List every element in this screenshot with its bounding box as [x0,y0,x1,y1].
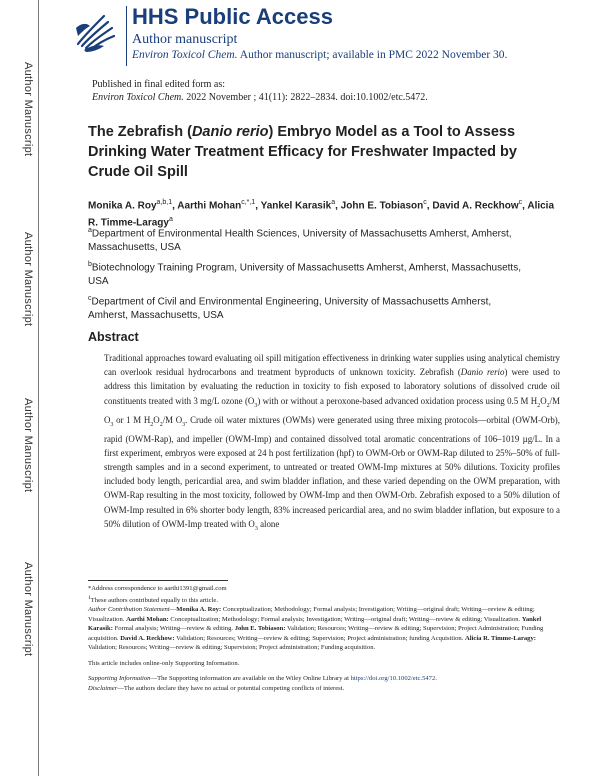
contributor-name: Yankel Karasik: [88,615,542,633]
contribution-roles: Formal analysis; Writing—review & editing. [112,625,235,633]
contribution-roles: Validation; Resources; Writing—review & editing; Supervision; Project Administration; Funding acquisition. [88,625,544,642]
title-part: The Zebrafish ( [88,124,192,140]
abstract-species: Danio rerio [460,367,505,378]
contribution-roles: Validation; Resources; Writing—review & editing; Supervision; Project administration; funding Acquisition. [174,634,465,642]
subscript: 3 [254,525,258,532]
supporting-text: . [435,675,437,683]
abstract-text: /M O [104,395,560,425]
author-affil-mark: c,*,1 [241,199,256,206]
subscript: 3 [254,402,258,409]
title-part: ) Embryo Model as a Tool to Assess Drinking Water Treatment Efficacy for Freshwater Impacted by Crude Oil Spill [88,124,517,180]
hhs-header [66,4,586,70]
footnote-mark: 1 [88,594,91,601]
article-title [88,122,548,182]
supporting-online-note: This article includes online-only Supporting Information. [88,659,240,667]
availability-text: Author manuscript; available in PMC 2022 November 30. [237,49,508,61]
abstract-text: alone [257,518,280,529]
author-sep: , [522,200,528,212]
author-affil-mark: a [331,199,336,206]
contributor-name: John E. Tobiason: [234,625,286,633]
abstract-body [104,351,560,536]
hhs-title: HHS Public Access [132,4,333,29]
contribution-roles: Conceptualization; Methodology; Formal analysis; Investigation; Writing—original draft; Writing—review & editing; Visualization. [88,606,535,623]
sidebar-label: Author Manuscript [22,562,34,657]
footnotes [88,584,558,693]
author-affil-mark: a,b,1 [156,199,173,206]
sidebar-divider [38,0,39,776]
disclaimer-text: —The authors declare they have no actual or potential competing conflicts of interest. [117,684,345,692]
author-name: Yankel Karasik [260,200,332,212]
author-sep: , [426,200,433,212]
abstract-text: O [540,395,547,406]
contribution-roles: Validation; Resources; Writing—review & editing; Supervision; Project administration; Funding acquisition. [88,644,376,652]
sidebar-label: Author Manuscript [22,62,34,157]
abstract-text: or 1 M H [113,414,151,425]
author-affil-mark: c [423,199,427,206]
supporting-text: —The Supporting information are available on the Wiley Online Library at [150,675,351,683]
author-sep: , [335,200,341,212]
affiliation-text: Biotechnology Training Program, University of Massachusetts Amherst, Amherst, Massachusetts, USA [88,262,521,288]
affiliation-mark: b [88,261,92,268]
abstract-text: Traditional approaches toward evaluating oil spill mitigation effectiveness in drinking water supplies using analytical chemistry can overlook residual hydrocarbons and treatment byproducts of unknown toxicity. Zebrafish ( [104,353,560,378]
author-manuscript-sidebar [0,0,40,776]
abstract-text: /M O [162,414,183,425]
author-name: John E. Tobiason [340,200,424,212]
sidebar-label: Author Manuscript [22,398,34,493]
subscript: 2 [150,421,154,428]
contribution-label: Author Contribution Statement [88,606,170,614]
header-subtitle: Author manuscript [132,32,238,47]
subscript: 2 [159,421,163,428]
contributor-name: Aarthi Mohan: [126,615,169,623]
footnote-text: These authors contributed equally to this article. [90,596,219,604]
correspondence-note: *Address correspondence to aarthi1391@gmail.com [88,585,227,592]
author-affil-mark: c [518,199,523,206]
supporting-label: Supporting Information [88,675,151,683]
contribution-roles: Conceptualization; Methodology; Formal analysis; Investigation; Writing—original draft; Writing—review & editing; Visualization. [168,615,522,623]
abstract-heading: Abstract [88,330,139,344]
citation [92,91,428,104]
abstract-text: O [153,414,160,425]
author-sep: , [255,200,261,212]
header-divider [126,6,127,66]
abstract-text: ) were used to address this limitation by evaluating the reduction in toxicity to fish exposed to laboratory solutions of dissolved crude oil constituents treated with 3 mg/L ozone (O [104,367,561,406]
supporting-information-note [88,674,558,684]
affiliation [88,224,528,255]
affiliation-text: Department of Environmental Health Sciences, University of Massachusetts Amherst, Amherst, Massachusetts, USA [88,228,512,254]
title-species: Danio rerio [191,124,269,140]
affiliation [88,258,528,289]
affiliation-mark: a [88,227,92,234]
contributor-name: Monika A. Roy: [176,606,222,614]
author-affil-mark: a [168,216,173,224]
subscript: 3 [182,421,186,428]
header-journal-line [132,49,507,61]
contributor-name: David A. Reckhow: [120,634,175,642]
journal-name: Environ Toxicol Chem. [132,49,238,61]
hhs-eagle-logo-icon [70,6,120,56]
contribution-statement: Author Contribution Statement—Monika A. Roy: Conceptualization; Methodology; Formal analysis; Investigation; Writing—original draft; Writing—review & editing; Visualization. Aarthi Mohan: Conceptualization; Methodology; Formal analysis; Investigation; Writing—original draft; Writing—review & editing; Visualization. Yankel Karasik: Formal analysis; Writing—review & editing. John E. Tobiason: Validation; Resources; Writing—review & editing; Supervision; Project Administration; Funding acquisition. David A. Reckhow: Validation; Resources; Writing—review & editing; Supervision; Project administration; funding Acquisition. Alicia R. Timme-Laragy: Validation; Resources; Writing—review & editing; Supervision; Project administration; Funding acquisition. [88,606,544,652]
subscript: 3 [110,421,114,428]
contributor-name: Alicia R. Timme-Laragy: [464,634,536,642]
affiliation [88,292,528,323]
equal-contribution-note [88,594,558,606]
footnote-divider [88,580,228,581]
disclaimer-label: Disclaimer [88,684,118,692]
sidebar-label: Author Manuscript [22,232,34,327]
author-name: David A. Reckhow [432,200,519,212]
affiliation-mark: c [88,295,92,302]
supporting-doi-link[interactable]: https://doi.org/10.1002/etc.5472 [350,675,436,683]
subscript: 2 [546,402,550,409]
published-label: Published in final edited form as: [92,79,226,90]
author-name: Monika A. Roy [88,200,157,212]
disclaimer-note [88,684,558,694]
subscript: 2 [537,402,541,409]
author-sep: , [172,200,178,212]
affiliation-text: Department of Civil and Environmental Engineering, University of Massachusetts Amherst, Amherst, Massachusetts, USA [88,296,492,322]
author-name: Aarthi Mohan [177,200,242,212]
abstract-text: . Crude oil water mixtures (OWMs) were generated using three mixing protocols—orbital (OWM-Orb), rapid (OWM-Rap), and impeller (OWM-Imp) and contained dissolved total aromatic concentrations of 106–1019 µg/L. In a first experiment, embryos were exposed at 24 h post fertilization (hpf) to OWM-Orb or OWM-Rap diluted to 25%–50% of full-strength samples and in a second experiment, to untreated or treated OWM-Imp mixtures at 50% dilutions. Toxicity profiles included body length, pericardial area, and swim bladder inflation, and these varied depending on the OWM preparation, with OWM-Rap resulting in the most toxicity, followed by OWM-Imp and then OWM-Orb. Zebrafish exposed to a 50% dilution of OWM-Imp resulted in 6% shorter body length, 83% increased pericardial area, and no swim bladder inflation, but exposure to a 50% dilution of OWM-Imp treated with O [104,414,560,529]
publication-info [92,78,428,104]
citation-details: 2022 November ; 41(11): 2822–2834. doi:10.1002/etc.5472. [183,92,428,103]
citation-journal: Environ Toxicol Chem. [92,92,184,103]
author-name: Alicia R. Timme-Laragy [88,200,555,229]
abstract-text: ) with or without a peroxone-based advanced oxidation process using 0.5 M H [257,395,538,406]
